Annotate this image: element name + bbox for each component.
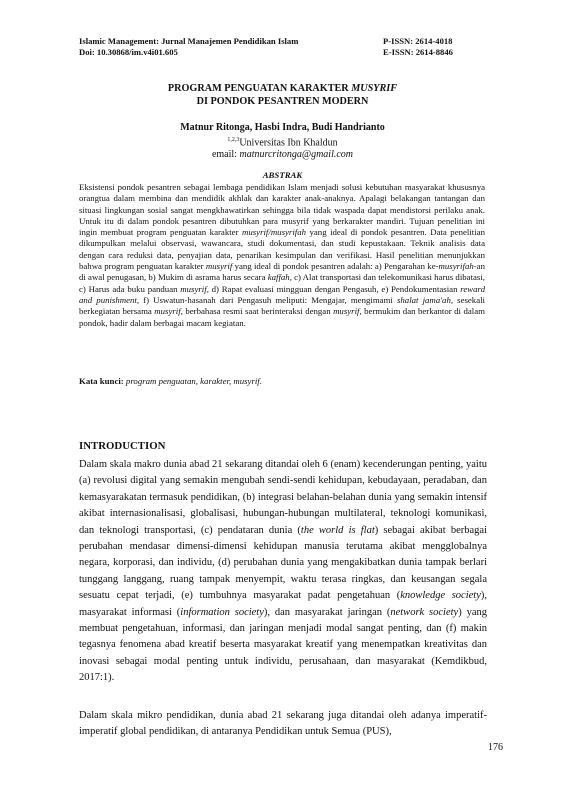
author-names: Matnur Ritonga, Hasbi Indra, Budi Handrianto	[180, 122, 385, 133]
keywords-value: program penguatan, karakter, musyrif.	[123, 376, 262, 386]
keywords-label: Kata kunci:	[79, 376, 124, 386]
title-line2: DI PONDOK PESANTREN MODERN	[196, 96, 369, 107]
page-number: 176	[488, 742, 503, 753]
para-seg: ), dan masyarakat jaringan (	[263, 606, 391, 618]
intro-paragraph-1	[79, 457, 487, 687]
abstract-seg: , c) Alat transportasi dan telekomunikasi harus dibatasi, c) Harus ada buku panduan	[79, 272, 485, 294]
doi: Doi: 10.30868/im.v4i01.605	[79, 47, 178, 57]
para-seg: ) yang membuat pengetahuan, informasi, dan jaringan menjadi modal sangat penting, dan (f) makin tegasnya fenomena abad kreatif beserta masyarakat kreatif yang menempatkan kreativitas dan inovasi sebagai modal penting untuk individu, perusahaan, dan masyarakat (Kemdikbud, 2017:1).	[79, 606, 487, 684]
abstract-seg: , f) Uswatun-hasanah dari Pengasuh meliputi: Mengajar, mengimami	[136, 294, 397, 305]
abstract-seg: Eksistensi pondok pesantren sebagai lembaga pendidikan Islam menjadi solusi kebutuhan masyarakat khususnya orangtua dalam membina dan mendidik akhlak dan karakter anak-anaknya. Apalagi belakangan tantangan dan situasi lingkungan sosial sangat mengkhawatirkan sehingga bila tidak waspada dapat mendistorsi perilaku anak. Untuk itu di dalam pondok pesantren dibutuhkan para musyrif yang berkarakter mandiri. Tujuan penelitian ini ingin membuat program penguatan karakter	[79, 182, 485, 238]
affiliation	[60, 134, 505, 149]
eissn: E-ISSN: 2614-8846	[383, 47, 453, 57]
para-seg: ), masyarakat informasi (	[79, 590, 487, 618]
para-seg-italic: knowledge society	[400, 590, 481, 602]
email-address: matnurcritonga@gmail.com	[239, 149, 354, 161]
abstract-seg: , sesekali berkegiatan bersama	[79, 294, 486, 317]
running-header	[79, 36, 475, 58]
keywords	[79, 376, 485, 387]
abstract-seg-italic: musyrif/musyrifah	[241, 227, 307, 238]
paper-title	[60, 82, 505, 108]
abstract-seg: yang ideal di pondok pesantren adalah: a) Pengarahan ke-	[232, 261, 439, 272]
abstract-seg: yang ideal di pondok pesantren. Data penelitian dikumpulkan melalui observasi, wawancara, studi dokumentasi, dan studi kepustakaan. Teknik analisis data dengan cara reduksi data, penyajian data, penarikan kesimpulan dan verifikasi. Hasil penelitian menunjukkan bahwa program penguatan karakter	[79, 227, 485, 272]
title-italic: MUSYRIF	[351, 83, 398, 94]
pissn: P-ISSN: 2614-4018	[383, 36, 453, 46]
email-label: email:	[211, 149, 240, 161]
abstract-seg-italic: kaffah	[267, 272, 290, 283]
abstract-seg-italic: reward and punishment	[79, 283, 485, 305]
author-block	[60, 122, 505, 161]
para-seg: ) sebagai akibat berbagai perubahan mendasar dimensi-dimensi kehidupan manusia terutama akibat mengglobalnya negara, korporasi, dan individu, (d) perubahan dunia yang mengakibatkan dunia tampak berlari tunggang langgang, ruang tampak menyempit, waktu terasa ringkas, dan keusangan segala sesuatu cepat terjadi, (e) tumbuhnya masyarakat padat pengetahuan (	[79, 524, 487, 602]
email-line	[60, 149, 505, 161]
abstract-seg-italic: musyrif	[180, 283, 207, 294]
abstract-seg: , bermukim dan berkantor di dalam pondok, hadir dalam berbagai macam kegiatan.	[79, 306, 485, 328]
para-seg-italic: network society	[390, 606, 459, 618]
para-seg-italic: the world is flat	[300, 524, 375, 536]
para-seg: Dalam skala makro dunia abad 21 sekarang ditandai oleh 6 (enam) kecenderungan penting, yaitu (a) revolusi digital yang semakin mengubah sendi-sendi kehidupan, kebudayaan, peradaban, dan kemasyarakatan termasuk pendidikan, (b) integrasi belahan-belahan dunia yang semakin intensif akibat internasionalisasi, globalisasi, hubungan-hubungan multilateral, teknologi komunikasi, dan teknologi transportasi, (c) pendataran dunia (	[79, 459, 487, 536]
journal-name: Islamic Management: Jurnal Manajemen Pendidikan Islam	[79, 36, 299, 46]
abstract-seg-italic: musyrif	[205, 261, 233, 272]
abstract-seg: -an di awal penugasan, b) Mukim di asrama harus secara	[79, 261, 485, 283]
abstract-seg: , d) Rapat evaluasi mingguan dengan Pengasuh, e) Pendokumentasian	[206, 283, 461, 294]
title-line1: PROGRAM PENGUATAN KARAKTER	[167, 83, 352, 94]
affiliation-sup: 1,2,3	[227, 137, 240, 143]
abstract-seg-italic: shalat jama'ah	[396, 294, 451, 305]
intro-paragraph-2: Dalam skala mikro pendidikan, dunia abad 21 sekarang juga ditandai oleh adanya imperatif-imperatif global pendidikan, di antaranya Pendidikan untuk Semua (PUS),	[79, 710, 487, 738]
abstract-seg: , berbahasa resmi saat berinteraksi dengan	[180, 306, 334, 317]
abstract-text	[79, 182, 485, 329]
abstract-heading: ABSTRAK	[262, 170, 303, 180]
abstract-seg-italic: musyrif	[333, 306, 360, 317]
section-heading: INTRODUCTION	[79, 440, 166, 452]
abstract-seg-italic: musyrifah	[438, 261, 474, 272]
affiliation-text: Universitas Ibn Khaldun	[239, 137, 338, 149]
para-seg-italic: information society	[180, 606, 264, 618]
abstract-seg-italic: musyrif	[154, 306, 181, 317]
